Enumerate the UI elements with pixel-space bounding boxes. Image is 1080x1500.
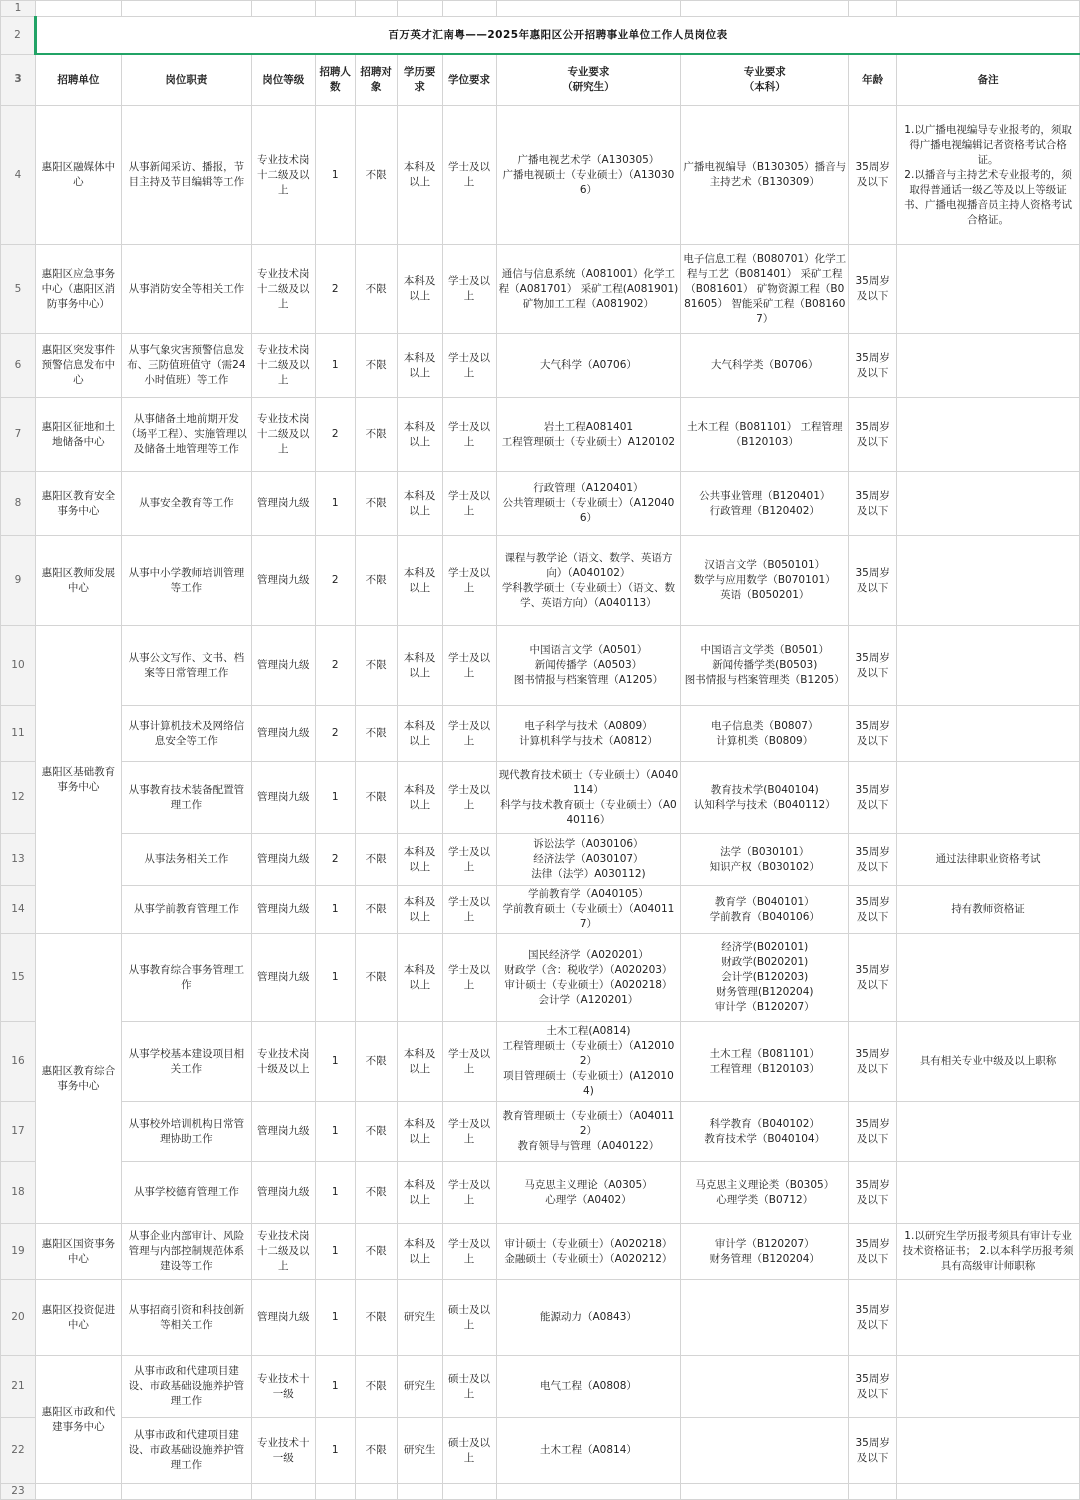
cell-age[interactable]: 35周岁及以下 <box>849 1356 897 1418</box>
cell-count[interactable]: 2 <box>315 536 355 626</box>
cell-target[interactable]: 不限 <box>355 245 397 334</box>
cell-edu[interactable]: 本科及以上 <box>397 334 442 398</box>
cell-age[interactable]: 35周岁及以下 <box>849 1280 897 1356</box>
cell-major-bach[interactable]: 审计学（B120207） 财务管理（B120204） <box>681 1224 849 1280</box>
cell-duty[interactable]: 从事新闻采访、播报，节目主持及节目编辑等工作 <box>121 106 251 245</box>
cell-duty[interactable]: 从事计算机技术及网络信息安全等工作 <box>121 706 251 762</box>
cell-major-grad[interactable]: 大气科学（A0706） <box>496 334 681 398</box>
cell-age[interactable]: 35周岁及以下 <box>849 1022 897 1102</box>
cell-age[interactable]: 35周岁及以下 <box>849 334 897 398</box>
cell-unit[interactable]: 惠阳区融媒体中心 <box>35 106 121 245</box>
cell-age[interactable]: 35周岁及以下 <box>849 472 897 536</box>
cell-remark[interactable] <box>897 1356 1080 1418</box>
empty-cell[interactable] <box>849 1484 897 1500</box>
cell-degree[interactable]: 学士及以上 <box>442 1022 496 1102</box>
cell-edu[interactable]: 本科及以上 <box>397 626 442 706</box>
cell-edu[interactable]: 研究生 <box>397 1418 442 1484</box>
cell-major-grad[interactable]: 岩土工程A081401 工程管理硕士（专业硕士）A120102 <box>496 398 681 472</box>
cell-major-bach[interactable]: 公共事业管理（B120401） 行政管理（B120402） <box>681 472 849 536</box>
cell-degree[interactable]: 学士及以上 <box>442 706 496 762</box>
cell-duty[interactable]: 从事市政和代建项目建设、市政基础设施养护管理工作 <box>121 1356 251 1418</box>
cell-major-bach[interactable]: 教育学（B040101） 学前教育（B040106） <box>681 886 849 934</box>
cell-degree[interactable]: 学士及以上 <box>442 106 496 245</box>
table-row <box>1 1162 1080 1224</box>
cell-duty[interactable]: 从事学校基本建设项目相关工作 <box>121 1022 251 1102</box>
cell-target[interactable]: 不限 <box>355 106 397 245</box>
header-major-bach[interactable]: 专业要求 （本科） <box>681 54 849 106</box>
empty-cell[interactable] <box>897 1 1080 17</box>
empty-cell[interactable] <box>315 1 355 17</box>
cell-degree[interactable]: 学士及以上 <box>442 334 496 398</box>
cell-target[interactable]: 不限 <box>355 1022 397 1102</box>
table-row <box>1 1418 1080 1484</box>
row-number[interactable]: 22 <box>1 1418 36 1484</box>
header-major-grad[interactable]: 专业要求 （研究生） <box>496 54 681 106</box>
row-number[interactable]: 9 <box>1 536 36 626</box>
cell-unit[interactable]: 惠阳区教育综合事务中心 <box>35 934 121 1224</box>
row-number[interactable]: 10 <box>1 626 36 706</box>
cell-age[interactable]: 35周岁及以下 <box>849 762 897 834</box>
cell-remark[interactable] <box>897 536 1080 626</box>
cell-grade[interactable]: 管理岗九级 <box>251 1102 315 1162</box>
cell-duty[interactable]: 从事校外培训机构日常管理协助工作 <box>121 1102 251 1162</box>
empty-cell[interactable] <box>35 1484 121 1500</box>
cell-target[interactable]: 不限 <box>355 626 397 706</box>
row-number[interactable]: 15 <box>1 934 36 1022</box>
cell-grade[interactable]: 管理岗九级 <box>251 626 315 706</box>
cell-major-grad[interactable]: 能源动力（A0843） <box>496 1280 681 1356</box>
cell-target[interactable]: 不限 <box>355 934 397 1022</box>
cell-remark[interactable] <box>897 334 1080 398</box>
empty-cell[interactable] <box>121 1 251 17</box>
cell-degree[interactable]: 学士及以上 <box>442 626 496 706</box>
header-count[interactable]: 招聘人数 <box>315 54 355 106</box>
cell-remark[interactable] <box>897 762 1080 834</box>
cell-major-bach[interactable]: 经济学(B020101) 财政学(B020201) 会计学(B120203) 财务管理(B120204) 审计学（B120207） <box>681 934 849 1022</box>
cell-degree[interactable]: 学士及以上 <box>442 245 496 334</box>
row-number[interactable]: 2 <box>1 17 36 55</box>
cell-edu[interactable]: 本科及以上 <box>397 472 442 536</box>
table-row <box>1 1224 1080 1280</box>
cell-grade[interactable]: 管理岗九级 <box>251 1162 315 1224</box>
cell-degree[interactable]: 硕士及以上 <box>442 1280 496 1356</box>
cell-edu[interactable]: 本科及以上 <box>397 245 442 334</box>
table-row <box>1 1356 1080 1418</box>
cell-remark[interactable] <box>897 398 1080 472</box>
table-row <box>1 334 1080 398</box>
cell-target[interactable]: 不限 <box>355 334 397 398</box>
table-row <box>1 886 1080 934</box>
cell-grade[interactable]: 专业技术岗十二级及以上 <box>251 334 315 398</box>
empty-cell[interactable] <box>251 1 315 17</box>
cell-count[interactable]: 1 <box>315 472 355 536</box>
cell-degree[interactable]: 硕士及以上 <box>442 1356 496 1418</box>
cell-grade[interactable]: 管理岗九级 <box>251 1280 315 1356</box>
cell-degree[interactable]: 学士及以上 <box>442 934 496 1022</box>
row-number[interactable]: 23 <box>1 1484 36 1500</box>
cell-age[interactable]: 35周岁及以下 <box>849 1162 897 1224</box>
row-number[interactable]: 13 <box>1 834 36 886</box>
cell-age[interactable]: 35周岁及以下 <box>849 1102 897 1162</box>
cell-count[interactable]: 1 <box>315 1224 355 1280</box>
cell-count[interactable]: 1 <box>315 1356 355 1418</box>
cell-degree[interactable]: 学士及以上 <box>442 1162 496 1224</box>
cell-grade[interactable]: 管理岗九级 <box>251 886 315 934</box>
cell-remark[interactable] <box>897 706 1080 762</box>
header-remark[interactable]: 备注 <box>897 54 1080 106</box>
cell-degree[interactable]: 学士及以上 <box>442 834 496 886</box>
cell-target[interactable]: 不限 <box>355 472 397 536</box>
cell-duty[interactable]: 从事安全教育等工作 <box>121 472 251 536</box>
cell-count[interactable]: 1 <box>315 106 355 245</box>
cell-major-bach[interactable] <box>681 1280 849 1356</box>
cell-edu[interactable]: 本科及以上 <box>397 834 442 886</box>
cell-age[interactable]: 35周岁及以下 <box>849 1224 897 1280</box>
cell-major-bach[interactable]: 土木工程（B081101） 工程管理（B120103） <box>681 398 849 472</box>
cell-grade[interactable]: 专业技术岗十二级及以上 <box>251 106 315 245</box>
cell-count[interactable]: 1 <box>315 1162 355 1224</box>
cell-count[interactable]: 1 <box>315 934 355 1022</box>
cell-grade[interactable]: 专业技术岗十二级及以上 <box>251 398 315 472</box>
cell-target[interactable]: 不限 <box>355 1280 397 1356</box>
cell-duty[interactable]: 从事招商引资和科技创新等相关工作 <box>121 1280 251 1356</box>
cell-duty[interactable]: 从事教育技术装备配置管理工作 <box>121 762 251 834</box>
cell-target[interactable]: 不限 <box>355 834 397 886</box>
cell-unit[interactable]: 惠阳区国资事务中心 <box>35 1224 121 1280</box>
cell-count[interactable]: 1 <box>315 334 355 398</box>
cell-remark[interactable] <box>897 245 1080 334</box>
cell-major-bach[interactable]: 教育技术学(B040104) 认知科学与技术（B040112） <box>681 762 849 834</box>
cell-grade[interactable]: 管理岗九级 <box>251 706 315 762</box>
cell-remark[interactable] <box>897 1280 1080 1356</box>
row-number[interactable]: 12 <box>1 762 36 834</box>
cell-target[interactable]: 不限 <box>355 536 397 626</box>
empty-cell[interactable] <box>681 1 849 17</box>
cell-duty[interactable]: 从事教育综合事务管理工作 <box>121 934 251 1022</box>
cell-edu[interactable]: 本科及以上 <box>397 1224 442 1280</box>
empty-cell[interactable] <box>251 1484 315 1500</box>
cell-age[interactable]: 35周岁及以下 <box>849 934 897 1022</box>
table-row <box>1 1280 1080 1356</box>
empty-cell[interactable] <box>442 1 496 17</box>
header-degree[interactable]: 学位要求 <box>442 54 496 106</box>
row-number[interactable]: 11 <box>1 706 36 762</box>
cell-duty[interactable]: 从事学校德育管理工作 <box>121 1162 251 1224</box>
cell-remark[interactable] <box>897 1418 1080 1484</box>
cell-count[interactable]: 2 <box>315 626 355 706</box>
cell-major-grad[interactable]: 国民经济学（A020201） 财政学（含：税收学）（A020203） 审计硕士（专业硕士）（A020218） 会计学（A120201） <box>496 934 681 1022</box>
cell-major-bach[interactable]: 电子信息工程（B080701）化学工程与工艺（B081401） 采矿工程（B081601） 矿物资源工程（B081605） 智能采矿工程（B081607） <box>681 245 849 334</box>
cell-grade[interactable]: 专业技术岗十二级及以上 <box>251 1224 315 1280</box>
empty-cell[interactable] <box>355 1484 397 1500</box>
cell-major-grad[interactable]: 马克思主义理论（A0305） 心理学（A0402） <box>496 1162 681 1224</box>
row-number[interactable]: 19 <box>1 1224 36 1280</box>
cell-count[interactable]: 1 <box>315 1022 355 1102</box>
empty-cell[interactable] <box>397 1484 442 1500</box>
cell-remark[interactable]: 1.以研究生学历报考须具有审计专业技术资格证书； 2.以本科学历报考须具有高级审计师职称 <box>897 1224 1080 1280</box>
table-row <box>1 834 1080 886</box>
cell-remark[interactable]: 通过法律职业资格考试 <box>897 834 1080 886</box>
cell-unit[interactable]: 惠阳区征地和土地储备中心 <box>35 398 121 472</box>
cell-major-bach[interactable] <box>681 1356 849 1418</box>
empty-cell[interactable] <box>315 1484 355 1500</box>
cell-duty[interactable]: 从事企业内部审计、风险管理与内部控制规范体系建设等工作 <box>121 1224 251 1280</box>
cell-duty[interactable]: 从事学前教育管理工作 <box>121 886 251 934</box>
cell-major-bach[interactable] <box>681 1418 849 1484</box>
table-row <box>1 398 1080 472</box>
cell-edu[interactable]: 本科及以上 <box>397 398 442 472</box>
table-row <box>1 626 1080 706</box>
empty-cell[interactable] <box>397 1 442 17</box>
cell-edu[interactable]: 本科及以上 <box>397 536 442 626</box>
cell-degree[interactable]: 学士及以上 <box>442 762 496 834</box>
cell-grade[interactable]: 专业技术岗十二级及以上 <box>251 245 315 334</box>
cell-count[interactable]: 2 <box>315 398 355 472</box>
header-grade[interactable]: 岗位等级 <box>251 54 315 106</box>
cell-major-grad[interactable]: 广播电视艺术学（A130305） 广播电视硕士（专业硕士）（A130306） <box>496 106 681 245</box>
cell-major-grad[interactable]: 诉讼法学（A030106） 经济法学（A030107） 法律（法学）A030112) <box>496 834 681 886</box>
cell-target[interactable]: 不限 <box>355 1356 397 1418</box>
cell-unit[interactable]: 惠阳区投资促进中心 <box>35 1280 121 1356</box>
cell-major-grad[interactable]: 审计硕士（专业硕士）（A020218） 金融硕士（专业硕士）（A020212） <box>496 1224 681 1280</box>
table-row <box>1 472 1080 536</box>
row-number[interactable]: 20 <box>1 1280 36 1356</box>
empty-cell[interactable] <box>442 1484 496 1500</box>
row-number[interactable]: 16 <box>1 1022 36 1102</box>
row-number[interactable]: 5 <box>1 245 36 334</box>
cell-duty[interactable]: 从事气象灾害预警信息发布、三防值班值守（需24小时值班）等工作 <box>121 334 251 398</box>
row-number[interactable]: 17 <box>1 1102 36 1162</box>
cell-age[interactable]: 35周岁及以下 <box>849 1418 897 1484</box>
cell-count[interactable]: 2 <box>315 834 355 886</box>
cell-edu[interactable]: 本科及以上 <box>397 934 442 1022</box>
empty-cell[interactable] <box>355 1 397 17</box>
row-number[interactable]: 21 <box>1 1356 36 1418</box>
cell-remark[interactable] <box>897 1162 1080 1224</box>
cell-unit[interactable]: 惠阳区教师发展中心 <box>35 536 121 626</box>
table-row <box>1 934 1080 1022</box>
cell-duty[interactable]: 从事市政和代建项目建设、市政基础设施养护管理工作 <box>121 1418 251 1484</box>
cell-count[interactable]: 1 <box>315 886 355 934</box>
cell-unit[interactable]: 惠阳区市政和代建事务中心 <box>35 1356 121 1484</box>
cell-remark[interactable] <box>897 934 1080 1022</box>
cell-count[interactable]: 2 <box>315 706 355 762</box>
cell-count[interactable]: 1 <box>315 1102 355 1162</box>
cell-unit[interactable]: 惠阳区应急事务中心（惠阳区消防事务中心） <box>35 245 121 334</box>
cell-degree[interactable]: 学士及以上 <box>442 398 496 472</box>
cell-degree[interactable]: 学士及以上 <box>442 472 496 536</box>
header-duty[interactable]: 岗位职责 <box>121 54 251 106</box>
row-number[interactable]: 6 <box>1 334 36 398</box>
cell-age[interactable]: 35周岁及以下 <box>849 626 897 706</box>
cell-major-grad[interactable]: 学前教育学（A040105） 学前教育硕士（专业硕士）（A040117） <box>496 886 681 934</box>
cell-major-grad[interactable]: 电子科学与技术（A0809） 计算机科学与技术（A0812） <box>496 706 681 762</box>
cell-age[interactable]: 35周岁及以下 <box>849 886 897 934</box>
table-row <box>1 106 1080 245</box>
cell-edu[interactable]: 研究生 <box>397 1356 442 1418</box>
cell-edu[interactable]: 本科及以上 <box>397 706 442 762</box>
cell-unit[interactable]: 惠阳区教育安全事务中心 <box>35 472 121 536</box>
header-unit[interactable]: 招聘单位 <box>35 54 121 106</box>
cell-target[interactable]: 不限 <box>355 1162 397 1224</box>
cell-major-bach[interactable]: 马克思主义理论类（B0305） 心理学类（B0712） <box>681 1162 849 1224</box>
cell-major-bach[interactable]: 土木工程（B081101） 工程管理（B120103） <box>681 1022 849 1102</box>
cell-remark[interactable] <box>897 472 1080 536</box>
empty-cell[interactable] <box>35 1 121 17</box>
cell-grade[interactable]: 管理岗九级 <box>251 762 315 834</box>
cell-duty[interactable]: 从事公文写作、文书、档案等日常管理工作 <box>121 626 251 706</box>
cell-age[interactable]: 35周岁及以下 <box>849 706 897 762</box>
cell-remark[interactable]: 持有教师资格证 <box>897 886 1080 934</box>
cell-major-grad[interactable]: 电气工程（A0808） <box>496 1356 681 1418</box>
cell-remark[interactable] <box>897 626 1080 706</box>
cell-target[interactable]: 不限 <box>355 1418 397 1484</box>
cell-edu[interactable]: 本科及以上 <box>397 1022 442 1102</box>
cell-major-bach[interactable]: 大气科学类（B0706） <box>681 334 849 398</box>
cell-grade[interactable]: 管理岗九级 <box>251 834 315 886</box>
header-age[interactable]: 年龄 <box>849 54 897 106</box>
table-row <box>1 536 1080 626</box>
row-number[interactable]: 1 <box>1 1 36 17</box>
cell-degree[interactable]: 学士及以上 <box>442 536 496 626</box>
table-row <box>1 762 1080 834</box>
cell-major-grad[interactable]: 现代教育技术硕士（专业硕士）（A040114） 科学与技术教育硕士（专业硕士）（A040116） <box>496 762 681 834</box>
sheet-title[interactable]: 百万英才汇南粤——2025年惠阳区公开招聘事业单位工作人员岗位表 <box>35 17 1079 55</box>
cell-major-grad[interactable]: 教育管理硕士（专业硕士）（A040112） 教育领导与管理（A040122） <box>496 1102 681 1162</box>
empty-cell[interactable] <box>496 1484 681 1500</box>
row-number[interactable]: 8 <box>1 472 36 536</box>
cell-target[interactable]: 不限 <box>355 706 397 762</box>
cell-age[interactable]: 35周岁及以下 <box>849 106 897 245</box>
cell-major-bach[interactable]: 中国语言文学类（B0501） 新闻传播学类(B0503) 图书情报与档案管理类（B1205） <box>681 626 849 706</box>
cell-target[interactable]: 不限 <box>355 1102 397 1162</box>
row-number[interactable]: 4 <box>1 106 36 245</box>
header-edu[interactable]: 学历要求 <box>397 54 442 106</box>
cell-edu[interactable]: 本科及以上 <box>397 886 442 934</box>
cell-grade[interactable]: 专业技术十一级 <box>251 1356 315 1418</box>
cell-degree[interactable]: 硕士及以上 <box>442 1418 496 1484</box>
cell-major-bach[interactable]: 法学（B030101） 知识产权（B030102） <box>681 834 849 886</box>
table-row <box>1 245 1080 334</box>
cell-duty[interactable]: 从事储备土地前期开发（场平工程）、实施管理以及储备土地管理等工作 <box>121 398 251 472</box>
table-row <box>1 706 1080 762</box>
header-target[interactable]: 招聘对象 <box>355 54 397 106</box>
cell-target[interactable]: 不限 <box>355 762 397 834</box>
cell-remark[interactable] <box>897 1102 1080 1162</box>
row-number[interactable]: 3 <box>1 54 36 106</box>
table-row <box>1 1022 1080 1102</box>
cell-degree[interactable]: 学士及以上 <box>442 1224 496 1280</box>
cell-major-bach[interactable]: 汉语言文学（B050101） 数学与应用数学（B070101） 英语（B050201） <box>681 536 849 626</box>
cell-major-grad[interactable]: 中国语言文学（A0501） 新闻传播学（A0503） 图书情报与档案管理（A1205） <box>496 626 681 706</box>
cell-target[interactable]: 不限 <box>355 398 397 472</box>
table-row <box>1 1102 1080 1162</box>
cell-edu[interactable]: 本科及以上 <box>397 106 442 245</box>
row-number[interactable]: 14 <box>1 886 36 934</box>
cell-degree[interactable]: 学士及以上 <box>442 886 496 934</box>
cell-count[interactable]: 1 <box>315 1280 355 1356</box>
cell-age[interactable]: 35周岁及以下 <box>849 536 897 626</box>
cell-major-bach[interactable]: 电子信息类（B0807） 计算机类（B0809） <box>681 706 849 762</box>
cell-major-grad[interactable]: 行政管理（A120401） 公共管理硕士（专业硕士）（A120406） <box>496 472 681 536</box>
cell-age[interactable]: 35周岁及以下 <box>849 834 897 886</box>
cell-remark[interactable]: 1.以广播电视编导专业报考的，须取得广播电视编辑记者资格考试合格证。 2.以播音与主持艺术专业报考的，须取得普通话一级乙等及以上等级证书、广播电视播音员主持人资格考试合格证。 <box>897 106 1080 245</box>
empty-cell[interactable] <box>496 1 681 17</box>
cell-edu[interactable]: 研究生 <box>397 1280 442 1356</box>
row-number[interactable]: 18 <box>1 1162 36 1224</box>
cell-duty[interactable]: 从事法务相关工作 <box>121 834 251 886</box>
cell-degree[interactable]: 学士及以上 <box>442 1102 496 1162</box>
row-number[interactable]: 7 <box>1 398 36 472</box>
cell-count[interactable]: 2 <box>315 245 355 334</box>
cell-remark[interactable]: 具有相关专业中级及以上职称 <box>897 1022 1080 1102</box>
cell-major-grad[interactable]: 课程与教学论（语文、数学、英语方向）（A040102） 学科教学硕士（专业硕士）（语文、数学、英语方向）（A040113） <box>496 536 681 626</box>
cell-grade[interactable]: 管理岗九级 <box>251 934 315 1022</box>
cell-major-bach[interactable]: 科学教育（B040102） 教育技术学（B040104） <box>681 1102 849 1162</box>
cell-count[interactable]: 1 <box>315 1418 355 1484</box>
cell-edu[interactable]: 本科及以上 <box>397 762 442 834</box>
cell-unit[interactable]: 惠阳区基础教育事务中心 <box>35 626 121 934</box>
cell-major-bach[interactable]: 广播电视编导（B130305）播音与主持艺术（B130309） <box>681 106 849 245</box>
cell-age[interactable]: 35周岁及以下 <box>849 245 897 334</box>
cell-major-grad[interactable]: 土木工程(A0814) 工程管理硕士（专业硕士）（A120102） 项目管理硕士（专业硕士）(A120104) <box>496 1022 681 1102</box>
cell-grade[interactable]: 专业技术十一级 <box>251 1418 315 1484</box>
empty-cell[interactable] <box>849 1 897 17</box>
cell-grade[interactable]: 管理岗九级 <box>251 536 315 626</box>
cell-age[interactable]: 35周岁及以下 <box>849 398 897 472</box>
empty-cell[interactable] <box>681 1484 849 1500</box>
empty-cell[interactable] <box>121 1484 251 1500</box>
cell-target[interactable]: 不限 <box>355 1224 397 1280</box>
cell-grade[interactable]: 管理岗九级 <box>251 472 315 536</box>
cell-duty[interactable]: 从事中小学教师培训管理等工作 <box>121 536 251 626</box>
cell-edu[interactable]: 本科及以上 <box>397 1162 442 1224</box>
cell-target[interactable]: 不限 <box>355 886 397 934</box>
cell-unit[interactable]: 惠阳区突发事件预警信息发布中心 <box>35 334 121 398</box>
cell-grade[interactable]: 专业技术岗十级及以上 <box>251 1022 315 1102</box>
cell-major-grad[interactable]: 通信与信息系统（A081001）化学工程（A081701） 采矿工程(A081901) 矿物加工工程（A081902） <box>496 245 681 334</box>
empty-cell[interactable] <box>897 1484 1080 1500</box>
cell-duty[interactable]: 从事消防安全等相关工作 <box>121 245 251 334</box>
cell-major-grad[interactable]: 土木工程（A0814） <box>496 1418 681 1484</box>
cell-edu[interactable]: 本科及以上 <box>397 1102 442 1162</box>
cell-count[interactable]: 1 <box>315 762 355 834</box>
